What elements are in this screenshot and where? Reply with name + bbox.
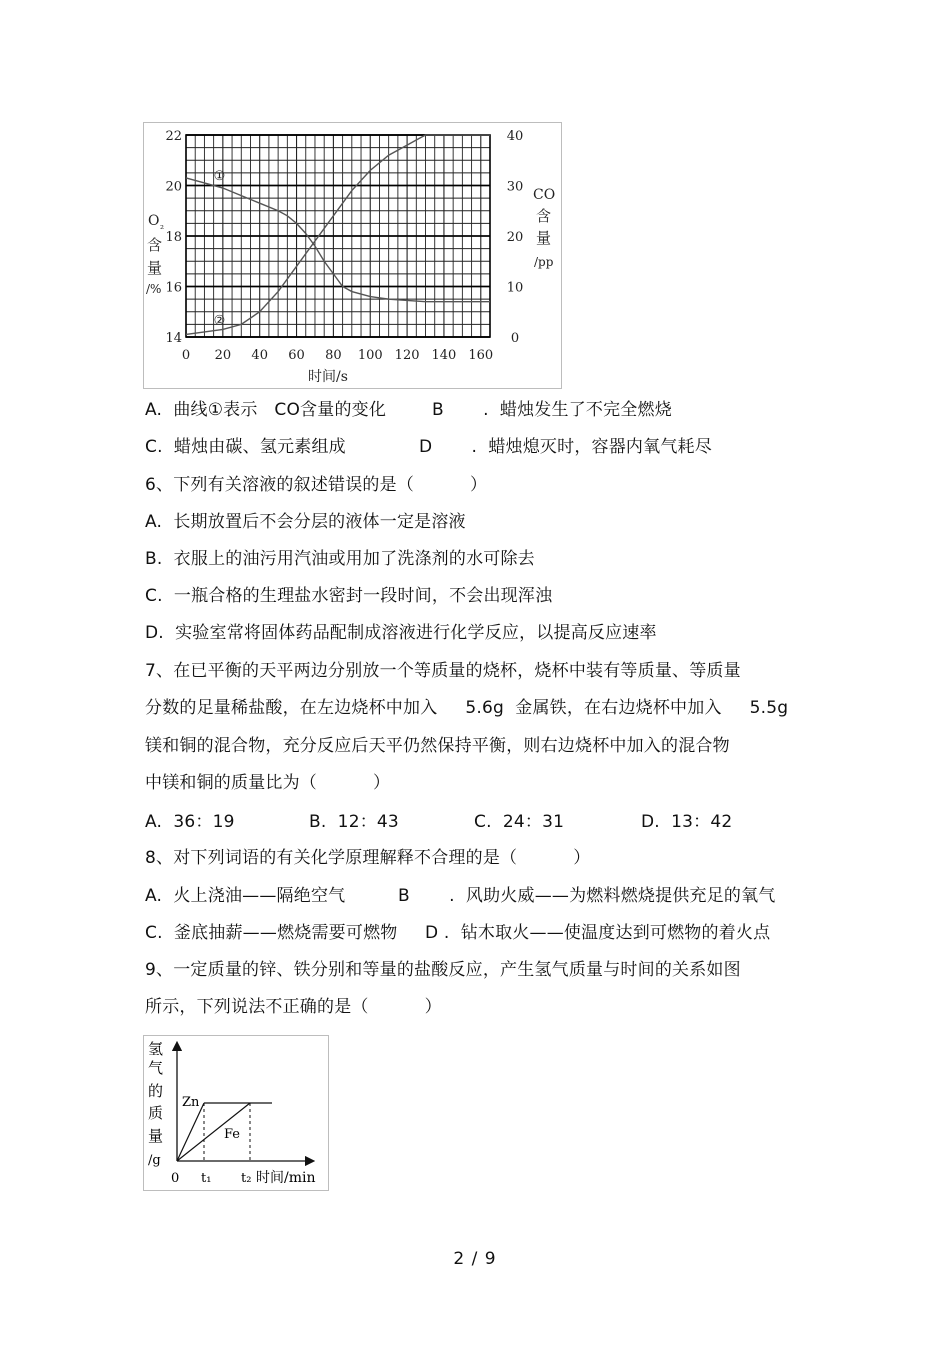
y-right-label-unit: /pp: [534, 255, 554, 269]
y-right-tick-label: 10: [506, 280, 524, 296]
q5-option-b: B . 蜡烛发生了不完全燃烧: [432, 400, 672, 420]
q7-line-2: 分数的足量稀盐酸，在左边烧杯中加入 5.6g 金属铁，在右边烧杯中加入 5.5g: [145, 698, 789, 718]
t2-label: t₂: [241, 1171, 252, 1186]
q5-option-a: A. 曲线①表示 CO含量的变化: [145, 400, 387, 420]
q6-option-b: B. 衣服上的油污用汽油或用加了洗涤剂的水可除去: [145, 549, 535, 569]
ylabel-char-3: 的: [148, 1082, 164, 1100]
y-right-label-char: 量: [536, 229, 552, 247]
y-left-label-o: O: [148, 213, 160, 229]
ylabel-char-4: 质: [148, 1104, 164, 1122]
x-tick-label: 60: [288, 348, 305, 363]
q9-line-2: 所示，下列说法不正确的是（ ）: [145, 997, 442, 1017]
y-left-tick-label: 22: [165, 129, 182, 144]
q6-option-d: D. 实验室常将固体药品配制成溶液进行化学反应，以提高反应速率: [145, 623, 657, 643]
q6-option-c: C. 一瓶合格的生理盐水密封一段时间，不会出现浑浊: [145, 586, 553, 606]
o2-co-chart: [143, 122, 562, 389]
q8-option-c: C. 釜底抽薪——燃烧需要可燃物: [145, 923, 398, 943]
t1-label: t₁: [201, 1171, 212, 1186]
y-left-label-unit: /%: [146, 282, 162, 296]
q9-line-1: 9、一定质量的锌、铁分别和等量的盐酸反应，产生氢气质量与时间的关系如图: [145, 960, 741, 980]
hydrogen-mass-chart: [143, 1035, 329, 1191]
y-right-label-co: CO: [533, 187, 556, 203]
q8-option-d: D . 钻木取火——使温度达到可燃物的着火点: [425, 923, 771, 943]
q8-option-b: B . 风助火威——为燃料燃烧提供充足的氧气: [398, 886, 776, 906]
ylabel-char-1: 氢: [148, 1040, 164, 1058]
curve-2-marker: ②: [213, 313, 226, 329]
x-tick-label: 120: [394, 348, 420, 363]
ylabel-char-5: 量: [148, 1127, 164, 1145]
q7-line-1: 7、在已平衡的天平两边分别放一个等质量的烧杯，烧杯中装有等质量、等质量: [145, 661, 741, 681]
y-right-label-char: 含: [536, 207, 552, 225]
y-right-tick-label: 0: [510, 331, 520, 346]
q8-option-a: A. 火上浇油——隔绝空气: [145, 886, 346, 906]
q7-line-3: 镁和铜的混合物，充分反应后天平仍然保持平衡，则右边烧杯中加入的混合物: [145, 736, 730, 756]
x-tick-label: 40: [251, 348, 268, 363]
x-axis-label: 时间/min: [256, 1170, 316, 1186]
y-right-tick-label: 20: [506, 230, 524, 245]
curve-1-marker: ①: [213, 168, 226, 184]
zn-label: Zn: [182, 1095, 200, 1110]
x-tick-label: 160: [468, 348, 494, 363]
q7-option-d: D. 13：42: [641, 812, 733, 832]
fe-label: Fe: [224, 1127, 241, 1142]
q7-option-c: C. 24：31: [474, 812, 565, 832]
x-tick-label: 80: [325, 348, 342, 363]
q6-option-a: A. 长期放置后不会分层的液体一定是溶液: [145, 512, 466, 532]
q7-option-a: A. 36：19: [145, 812, 235, 832]
x-tick-label: 100: [357, 348, 383, 363]
q7-option-b: B. 12：43: [309, 812, 399, 832]
zn-curve: [177, 1103, 204, 1161]
y-left-tick-label: 16: [165, 280, 182, 296]
y-right-tick-label: 30: [506, 179, 524, 195]
y-left-label-char: 含: [147, 236, 163, 254]
x-axis-label: 时间/s: [308, 369, 348, 385]
y-left-label-sub: ₂: [160, 221, 165, 232]
q6-stem: 6、下列有关溶液的叙述错误的是（ ）: [145, 475, 488, 495]
origin-label: 0: [171, 1171, 180, 1186]
y-left-tick-label: 18: [165, 230, 182, 245]
hydrogen-mass-svg: [144, 1036, 328, 1190]
y-left-tick-label: 14: [165, 331, 182, 346]
q8-stem: 8、对下列词语的有关化学原理解释不合理的是（ ）: [145, 848, 591, 868]
q5-option-d: D . 蜡烛熄灭时，容器内氧气耗尽: [419, 437, 712, 457]
y-right-tick-label: 40: [506, 129, 524, 144]
ylabel-unit: /g: [148, 1153, 161, 1168]
q5-option-c: C. 蜡烛由碳、氢元素组成: [145, 437, 346, 457]
x-tick-label: 140: [431, 348, 457, 363]
ylabel-char-2: 气: [148, 1059, 164, 1077]
x-tick-label: 20: [214, 348, 232, 363]
o2-co-chart-svg: [144, 123, 561, 388]
page-number: 2 / 9: [453, 1249, 497, 1269]
x-tick-label: 0: [181, 348, 191, 363]
q7-line-4: 中镁和铜的质量比为（ ）: [145, 773, 391, 793]
y-left-tick-label: 20: [165, 179, 182, 195]
y-left-label-char: 量: [147, 259, 163, 277]
